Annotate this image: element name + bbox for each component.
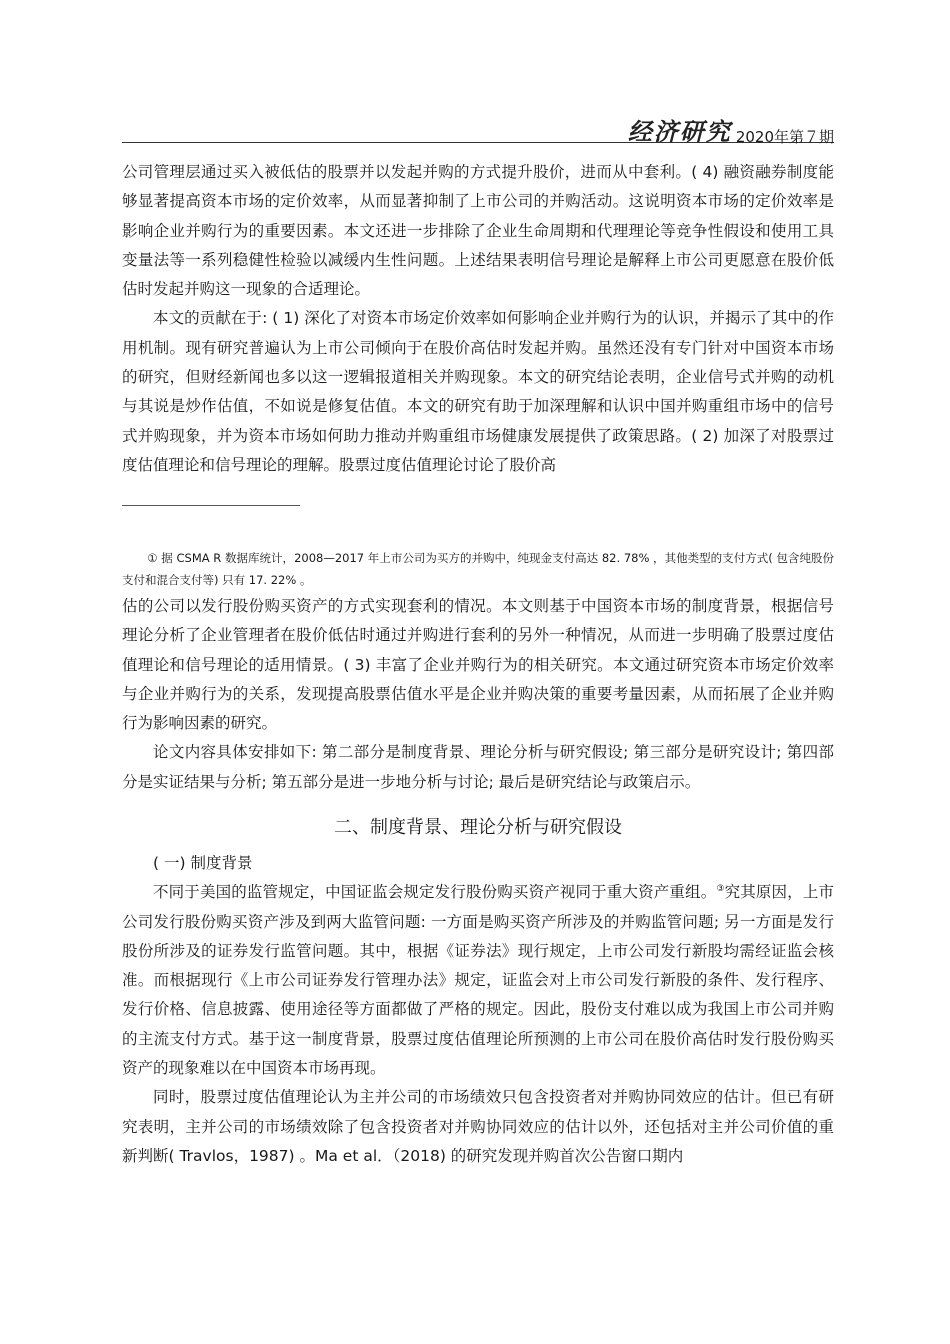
- running-header: [122, 112, 834, 146]
- paragraph-text: 究其原因，上市公司发行股份购买资产涉及到两大监管问题: 一方面是购买资产所涉及的并购监管问题; 另一方面是发行股份所涉及的证券发行监管问题。其中，根据《证券法》现行规定，上市公司发行新股均需经证监会核准。而根据现行《上市公司证券发行管理办法》规定，证监会对上市公司发行新股的条件、发行程序、发行价格、信息披露、使用途径等方面都做了严格的规定。因此，股份支付难以成为我国上市公司并购的主流支付方式。基于这一制度背景，股票过度估值理论所预测的上市公司在股价高估时发行股份购买资产的现象难以在中国资本市场再现。: [122, 883, 834, 1078]
- footnote-marker: ③: [716, 884, 725, 895]
- issue-label: 2020年第７期: [735, 128, 834, 146]
- paragraph: 公司管理层通过买入被低估的股票并以发起并购的方式提升股价，进而从中套利。( 4) 融资融券制度能够显著提高资本市场的定价效率，从而显著抑制了上市公司的并购活动。这说明资本市场的定价效率是影响企业并购行为的重要因素。本文还进一步排除了企业生命周期和代理理论等竞争性假设和使用工具变量法等一系列稳健性检验以减缓内生性问题。上述结果表明信号理论是解释上市公司更愿意在股价低估时发起并购这一现象的合适理论。: [122, 163, 834, 299]
- subsection-heading: ( 一) 制度背景: [153, 854, 253, 872]
- section-heading: 二、制度背景、理论分析与研究假设: [334, 817, 622, 838]
- journal-logo: 经济研究: [627, 117, 732, 146]
- paragraph-text: 不同于美国的监管规定，中国证监会规定发行股份购买资产视同于重大资产重组。: [153, 883, 717, 902]
- body-block-bottom: [122, 849, 834, 1171]
- footnote-separator: [122, 505, 300, 506]
- paragraph: 估的公司以发行股份购买资产的方式实现套利的情况。本文则基于中国资本市场的制度背景，根据信号理论分析了企业管理者在股价低估时通过并购进行套利的另外一种情况，从而进一步明确了股票过度估值理论和信号理论的适用情景。( 3) 丰富了企业并购行为的相关研究。本文通过研究资本市场定价效率与企业并购行为的关系，发现提高股票估值水平是企业并购决策的重要考量因素，从而拓展了企业并购行为影响因素的研究。: [122, 597, 834, 733]
- paragraph: 论文内容具体安排如下: 第二部分是制度背景、理论分析与研究假设; 第三部分是研究设计; 第四部分是实证结果与分析; 第五部分是进一步地分析与讨论; 最后是研究结论与政策启示。: [122, 743, 834, 791]
- paragraph: 本文的贡献在于: ( 1) 深化了对资本市场定价效率如何影响企业并购行为的认识，并揭示了其中的作用机制。现有研究普遍认为上市公司倾向于在股价高估时发起并购。虽然还没有专门针对中国资本市场的研究，但财经新闻也多以这一逻辑报道相关并购现象。本文的研究结论表明，企业信号式并购的动机与其说是炒作估值，不如说是修复估值。本文的研究有助于加深理解和认识中国并购重组市场中的信号式并购现象，并为资本市场如何助力推动并购重组市场健康发展提供了政策思路。( 2) 加深了对股票过度估值理论和信号理论的理解。股票过度估值理论讨论了股价高: [122, 309, 834, 474]
- paragraph: 同时，股票过度估值理论认为主并公司的市场绩效只包含投资者对并购协同效应的估计。但已有研究表明，主并公司的市场绩效除了包含投资者对并购协同效应的估计以外，还包括对主并公司价值的重新判断( Travlos，1987) 。Ma et al．（2018) 的研究发现并购首次公告窗口期内: [122, 1088, 834, 1165]
- paragraph: [122, 878, 834, 1083]
- footnote: ① 据 CSMA R 数据库统计，2008—2017 年上市公司为买方的并购中，纯现金支付高达 82. 78% ，其他类型的支付方式( 包含纯股份支付和混合支付等) 只有 17. 22% 。: [122, 551, 834, 587]
- body-block-middle: [122, 592, 834, 797]
- body-block-top: [122, 158, 834, 480]
